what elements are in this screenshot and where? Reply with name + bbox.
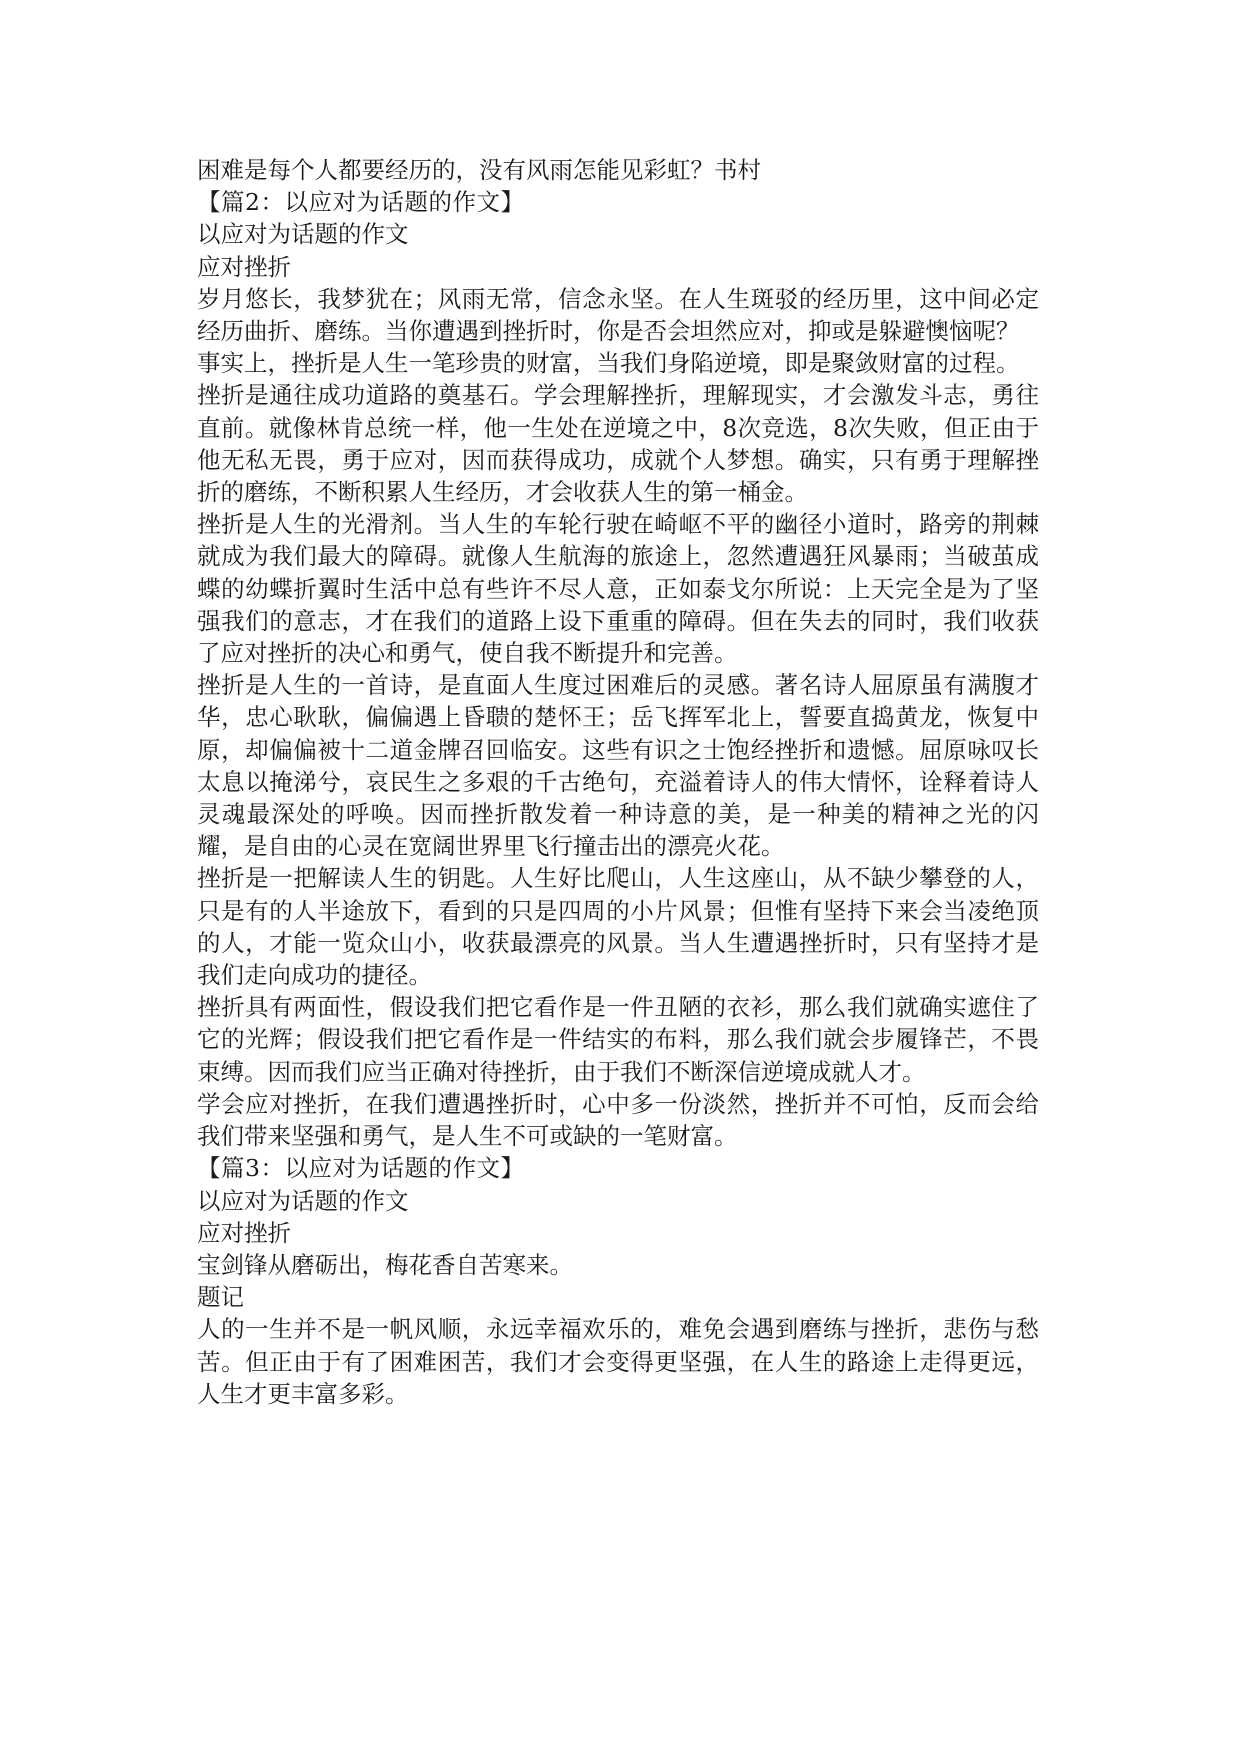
- document-body: [197, 154, 1039, 1410]
- epigraph: 宝剑锋从磨砺出，梅花香自苦寒来。: [197, 1250, 573, 1279]
- paragraph: 事实上，挫折是人生一笔珍贵的财富，当我们身陷逆境，即是聚敛财富的过程。: [197, 349, 1020, 378]
- section2-subtitle: 以应对为话题的作文: [197, 220, 409, 249]
- paragraph: 岁月悠长，我梦犹在；风雨无常，信念永坚。在人生斑驳的经历里，这中间必定经历曲折、磨练。当你遭遇到挫折时，你是否会坦然应对，抑或是躲避懊恼呢？: [197, 284, 1039, 346]
- section3-title: 应对挫折: [197, 1218, 291, 1247]
- paragraph: 学会应对挫折，在我们遭遇挫折时，心中多一份淡然，挫折并不可怕，反而会给我们带来坚强和勇气，是人生不可或缺的一笔财富。: [197, 1089, 1039, 1151]
- paragraph: 挫折是人生的一首诗，是直面人生度过困难后的灵感。著名诗人屈原虽有满腹才华，忠心耿耿，偏偏遇上昏聩的楚怀王；岳飞挥军北上，誓要直捣黄龙，恢复中原，却偏偏被十二道金牌召回临安。这些有识之士饱经挫折和遗憾。屈原咏叹长太息以掩涕兮，哀民生之多艰的千古绝句，充溢着诗人的伟大情怀，诠释着诗人灵魂最深处的呼唤。因而挫折散发着一种诗意的美，是一种美的精神之光的闪耀，是自由的心灵在宽阔世界里飞行撞击出的漂亮火花。: [197, 671, 1039, 861]
- paragraph: 人的一生并不是一帆风顺，永远幸福欢乐的，难免会遇到磨练与挫折，悲伤与愁苦。但正由于有了困难困苦，我们才会变得更坚强，在人生的路途上走得更远，人生才更丰富多彩。: [197, 1315, 1039, 1408]
- paragraph: 挫折具有两面性，假设我们把它看作是一件丑陋的衣衫，那么我们就确实遮住了它的光辉；假设我们把它看作是一件结实的布料，那么我们就会步履锋芒，不畏束缚。因而我们应当正确对待挫折，由于我们不断深信逆境成就人才。: [197, 993, 1039, 1086]
- paragraph: 挫折是一把解读人生的钥匙。人生好比爬山，人生这座山，从不缺少攀登的人，只是有的人半途放下，看到的只是四周的小片风景；但惟有坚持下来会当凌绝顶的人，才能一览众山小，收获最漂亮的风景。当人生遭遇挫折时，只有坚持才是我们走向成功的捷径。: [197, 864, 1039, 990]
- intro-line: 困难是每个人都要经历的，没有风雨怎能见彩虹？书村: [197, 156, 761, 184]
- section2-heading: 【篇2：以应对为话题的作文】: [197, 188, 525, 217]
- section3-subtitle: 以应对为话题的作文: [197, 1186, 409, 1215]
- paragraph: 挫折是人生的光滑剂。当人生的车轮行驶在崎岖不平的幽径小道时，路旁的荆棘就成为我们最大的障碍。就像人生航海的旅途上，忽然遭遇狂风暴雨；当破茧成蝶的幼蝶折翼时生活中总有些许不尽人意，正如泰戈尔所说：上天完全是为了坚强我们的意志，才在我们的道路上设下重重的障碍。但在失去的同时，我们收获了应对挫折的决心和勇气，使自我不断提升和完善。: [197, 510, 1039, 668]
- inscription-label: 题记: [197, 1283, 244, 1312]
- section3-heading: 【篇3：以应对为话题的作文】: [197, 1154, 525, 1183]
- section2-title: 应对挫折: [197, 252, 291, 281]
- paragraph: 挫折是通往成功道路的奠基石。学会理解挫折，理解现实，才会激发斗志，勇往直前。就像林肯总统一样，他一生处在逆境之中，8次竞选，8次失败，但正由于他无私无畏，勇于应对，因而获得成功，成就个人梦想。确实，只有勇于理解挫折的磨练，不断积累人生经历，才会收获人生的第一桶金。: [197, 381, 1039, 507]
